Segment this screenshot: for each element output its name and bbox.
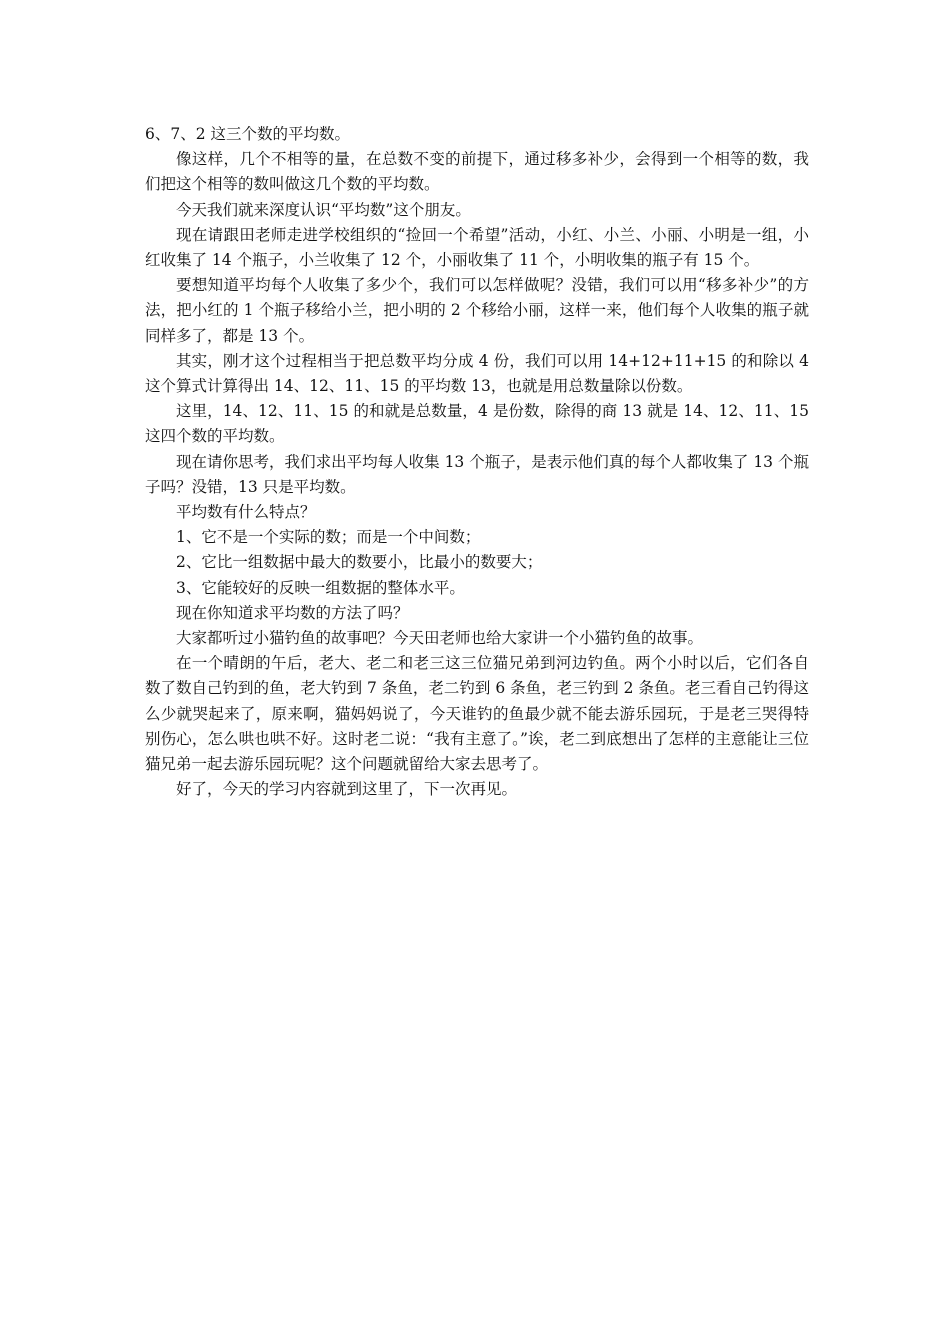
paragraph-features-heading: 平均数有什么特点？ — [176, 503, 316, 522]
paragraph-cat-fishing-story: 在一个晴朗的午后，老大、老二和老三这三位猫兄弟到河边钓鱼。两个小时以后，它们各自数了数自己钓到的鱼，老大钓到 7 条鱼，老二钓到 6 条鱼，老三钓到 2 条鱼。老三看自己钓得这么少就哭起来了，原来啊，猫妈妈说了，今天谁钓的鱼最少就不能去游乐园玩，于是老三哭得特别伤心，怎么哄也哄不好。这时老二说：“我有主意了。”诶，老二到底想出了怎样的主意能让三位猫兄弟一起去游乐园玩呢？这个问题就留给大家去思考了。 — [145, 654, 809, 774]
paragraph-story-intro: 大家都听过小猫钓鱼的故事吧？今天田老师也给大家讲一个小猫钓鱼的故事。 — [176, 629, 704, 648]
paragraph-move-more-fill-less: 要想知道平均每个人收集了多少个，我们可以怎样做呢？没错，我们可以用“移多补少”的方法，把小红的 1 个瓶子移给小兰，把小明的 2 个移给小丽，这样一来，他们每个人收集的瓶子就同样多了，都是 13 个。 — [145, 276, 809, 345]
feature-item-2: 2、它比一组数据中最大的数要小，比最小的数要大； — [176, 553, 543, 572]
feature-item-1: 1、它不是一个实际的数；而是一个中间数； — [176, 528, 481, 547]
paragraph-definition: 像这样，几个不相等的量，在总数不变的前提下，通过移多补少，会得到一个相等的数，我们把这个相等的数叫做这几个数的平均数。 — [145, 150, 809, 194]
paragraph-think-question: 现在请你思考，我们求出平均每人收集 13 个瓶子，是表示他们真的每个人都收集了 13 个瓶子吗？没错，13 只是平均数。 — [145, 452, 809, 496]
feature-item-3: 3、它能较好的反映一组数据的整体水平。 — [176, 578, 465, 597]
paragraph-sum-and-parts: 这里，14、12、11、15 的和就是总数量，4 是份数，除得的商 13 就是 14、12、11、15 这四个数的平均数。 — [145, 402, 809, 446]
paragraph-intro-average-of-three: 6、7、2 这三个数的平均数。 — [145, 125, 351, 143]
paragraph-closing: 好了，今天的学习内容就到这里了，下一次再见。 — [176, 780, 518, 799]
document-body — [145, 122, 809, 802]
paragraph-bottle-activity: 现在请跟田老师走进学校组织的“捡回一个希望”活动，小红、小兰、小丽、小明是一组，小红收集了 14 个瓶子，小兰收集了 12 个，小丽收集了 11 个，小明收集的瓶子有 15 个。 — [145, 225, 809, 270]
paragraph-method-question: 现在你知道求平均数的方法了吗？ — [176, 603, 409, 622]
paragraph-total-divided: 其实，刚才这个过程相当于把总数平均分成 4 份，我们可以用 14+12+11+15 的和除以 4 这个算式计算得出 14、12、11、15 的平均数 13，也就是用总数量除以份数。 — [145, 351, 809, 396]
paragraph-today-topic: 今天我们就来深度认识“平均数”这个朋友。 — [176, 200, 471, 219]
